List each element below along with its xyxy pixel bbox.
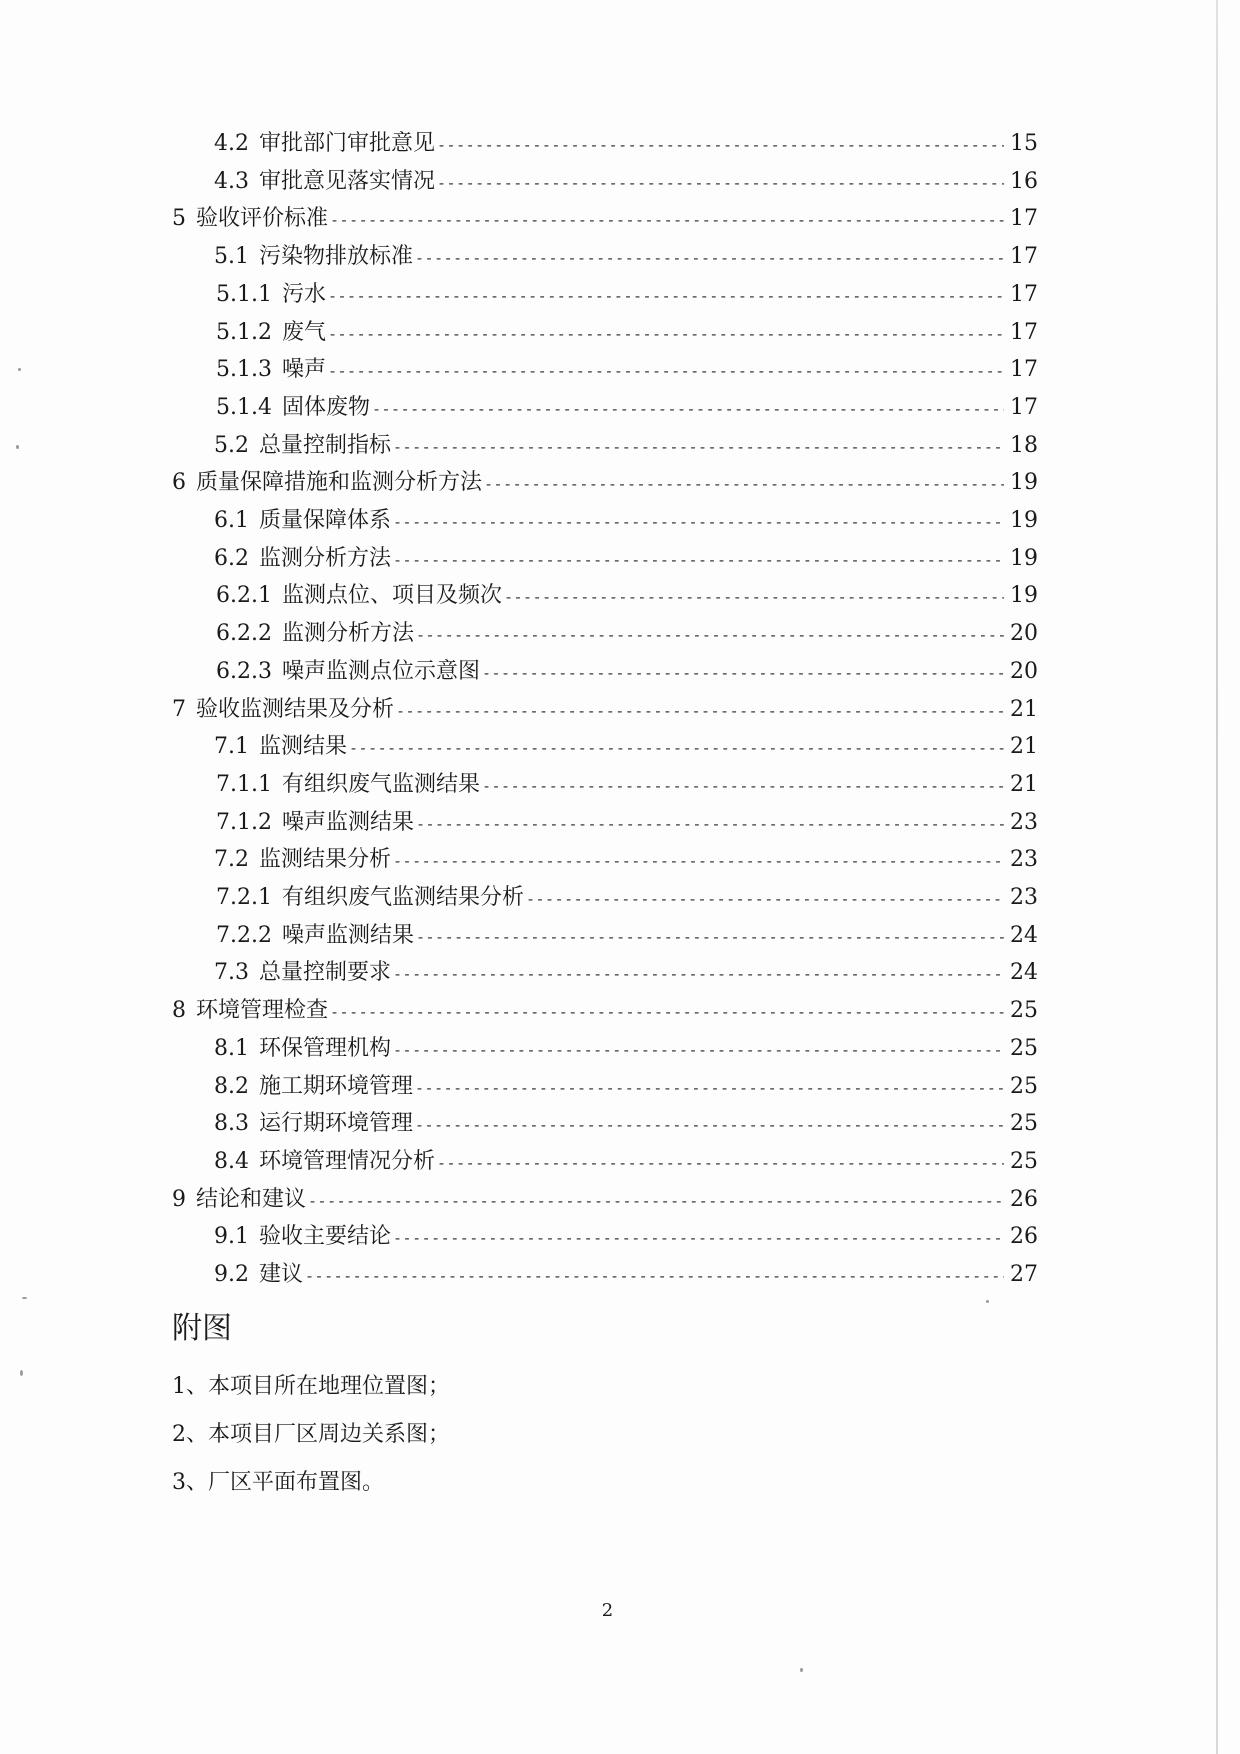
toc-entry-title: 环境管理检查 xyxy=(196,998,329,1023)
toc-entry-title: 验收主要结论 xyxy=(259,1224,392,1249)
toc-entry-page: 18 xyxy=(1010,433,1038,458)
toc-dot-leader xyxy=(416,617,1004,652)
toc-entry-title: 有组织废气监测结果分析 xyxy=(281,885,524,910)
toc-entry xyxy=(214,542,1038,576)
toc-entry xyxy=(172,693,1038,727)
page-number: 2 xyxy=(601,1600,614,1621)
toc-entry-page: 20 xyxy=(1010,659,1038,684)
toc-entry xyxy=(214,1220,1038,1254)
toc-entry-number: 6.2.1 xyxy=(216,583,272,608)
toc-entry xyxy=(216,391,1038,425)
toc-entry-number: 5.1.4 xyxy=(216,395,272,420)
toc-entry xyxy=(172,466,1038,500)
toc-entry-number: 7.1.1 xyxy=(216,772,272,797)
toc-entry-title: 监测结果 xyxy=(259,734,348,759)
toc-entry-title: 有组织废气监测结果 xyxy=(281,772,480,797)
toc-entry xyxy=(216,919,1038,953)
toc-dot-leader xyxy=(504,579,1004,614)
toc-entry-page: 25 xyxy=(1010,998,1038,1023)
toc-entry-number: 4.2 xyxy=(214,131,249,156)
toc-entry-number: 8.4 xyxy=(214,1149,249,1174)
toc-dot-leader xyxy=(482,768,1004,803)
toc-entry-title: 噪声监测点位示意图 xyxy=(281,659,480,684)
toc-dot-leader xyxy=(437,165,1004,200)
toc-entry-title: 监测分析方法 xyxy=(259,546,392,571)
toc-dot-leader xyxy=(396,693,1004,728)
toc-entry-page: 19 xyxy=(1010,470,1038,495)
toc-dot-leader xyxy=(482,655,1004,690)
toc-entry xyxy=(214,429,1038,463)
annex-item: 1、本项目所在地理位置图； xyxy=(172,1374,450,1399)
toc-entry-title: 质量保障体系 xyxy=(259,508,392,533)
toc-entry-number: 8 xyxy=(172,998,186,1023)
toc-entry-page: 17 xyxy=(1010,244,1038,269)
toc-entry-number: 4.3 xyxy=(214,169,249,194)
toc-entry-number: 7.2.2 xyxy=(216,923,272,948)
toc-entry-page: 16 xyxy=(1010,169,1038,194)
annex-heading: 附图 xyxy=(172,1311,232,1346)
toc-entry-number: 9.2 xyxy=(214,1262,249,1287)
toc-entry-number: 6.2.2 xyxy=(216,621,272,646)
toc-entry xyxy=(216,806,1038,840)
toc-entry xyxy=(216,655,1038,689)
toc-entry-page: 25 xyxy=(1010,1149,1038,1174)
toc-entry xyxy=(214,1070,1038,1104)
toc-entry-title: 环境管理情况分析 xyxy=(259,1149,436,1174)
toc-dot-leader xyxy=(393,1220,1004,1255)
toc-entry-page: 17 xyxy=(1010,357,1038,382)
toc-entry-page: 19 xyxy=(1010,546,1038,571)
annex-item: 3、厂区平面布置图。 xyxy=(172,1470,384,1495)
toc-entry-number: 5 xyxy=(172,206,186,231)
toc-entry xyxy=(214,843,1038,877)
toc-dot-leader xyxy=(393,1032,1004,1067)
toc-entry-page: 21 xyxy=(1010,772,1038,797)
toc-entry-page: 26 xyxy=(1010,1187,1038,1212)
toc-dot-leader xyxy=(308,1183,1004,1218)
toc-entry-title: 施工期环境管理 xyxy=(259,1074,414,1099)
toc-entry-number: 9.1 xyxy=(214,1224,249,1249)
toc-entry xyxy=(216,353,1038,387)
toc-entry xyxy=(214,240,1038,274)
toc-entry xyxy=(214,165,1038,199)
toc-entry-title: 总量控制要求 xyxy=(259,960,392,985)
toc-entry-number: 5.1.2 xyxy=(216,320,272,345)
toc-entry xyxy=(214,730,1038,764)
toc-entry-title: 监测点位、项目及频次 xyxy=(281,583,502,608)
toc-dot-leader xyxy=(416,806,1004,841)
toc-dot-leader xyxy=(437,127,1004,162)
toc-dot-leader xyxy=(330,202,1004,237)
toc-entry-number: 7 xyxy=(172,697,186,722)
toc-entry-page: 20 xyxy=(1010,621,1038,646)
toc-entry xyxy=(216,617,1038,651)
toc-entry-page: 17 xyxy=(1010,395,1038,420)
toc-dot-leader xyxy=(415,1107,1004,1142)
toc-entry-page: 24 xyxy=(1010,923,1038,948)
toc-entry-number: 9 xyxy=(172,1187,186,1212)
toc-entry-page: 24 xyxy=(1010,960,1038,985)
toc-entry-page: 19 xyxy=(1010,583,1038,608)
toc-entry-page: 25 xyxy=(1010,1111,1038,1136)
toc-entry-number: 8.2 xyxy=(214,1074,249,1099)
toc-entry xyxy=(214,504,1038,538)
toc-entry xyxy=(216,579,1038,613)
toc-entry-number: 7.2 xyxy=(214,847,249,872)
toc-entry-number: 6.1 xyxy=(214,508,249,533)
toc-entry xyxy=(216,881,1038,915)
toc-dot-leader xyxy=(393,956,1004,991)
toc-entry-title: 审批意见落实情况 xyxy=(259,169,436,194)
toc-dot-leader xyxy=(328,278,1004,313)
scan-speck xyxy=(986,1300,989,1303)
toc-dot-leader xyxy=(372,391,1004,426)
toc-entry-title: 监测结果分析 xyxy=(259,847,392,872)
toc-entry-title: 监测分析方法 xyxy=(281,621,414,646)
toc-dot-leader xyxy=(349,730,1004,765)
toc-entry-title: 噪声 xyxy=(281,357,326,382)
toc-entry-title: 运行期环境管理 xyxy=(259,1111,414,1136)
toc-entry xyxy=(172,202,1038,236)
toc-entry-page: 17 xyxy=(1010,320,1038,345)
toc-entry-page: 27 xyxy=(1010,1262,1038,1287)
toc-entry xyxy=(214,1258,1038,1292)
toc-entry-title: 废气 xyxy=(281,320,326,345)
toc-entry-page: 21 xyxy=(1010,734,1038,759)
toc-entry-title: 质量保障措施和监测分析方法 xyxy=(196,470,483,495)
toc-dot-leader xyxy=(415,240,1004,275)
toc-dot-leader xyxy=(393,542,1004,577)
toc-entry-title: 结论和建议 xyxy=(196,1187,307,1212)
toc-entry xyxy=(172,994,1038,1028)
annex-item: 2、本项目厂区周边关系图； xyxy=(172,1422,450,1447)
toc-entry-page: 23 xyxy=(1010,847,1038,872)
toc-entry-page: 17 xyxy=(1010,282,1038,307)
toc-entry xyxy=(214,1145,1038,1179)
toc-entry-number: 5.1.1 xyxy=(216,282,272,307)
toc-entry-number: 5.1.3 xyxy=(216,357,272,382)
toc-entry-number: 7.2.1 xyxy=(216,885,272,910)
toc-entry-title: 审批部门审批意见 xyxy=(259,131,436,156)
toc-entry-page: 23 xyxy=(1010,885,1038,910)
toc-entry-number: 6 xyxy=(172,470,186,495)
toc-entry-title: 噪声监测结果 xyxy=(281,810,414,835)
scan-edge-shadow xyxy=(1216,0,1218,1754)
toc-entry xyxy=(214,956,1038,990)
toc-entry xyxy=(216,316,1038,350)
toc-entry xyxy=(214,1032,1038,1066)
toc-entry-number: 8.3 xyxy=(214,1111,249,1136)
toc-entry-title: 验收评价标准 xyxy=(196,206,329,231)
toc-entry-page: 25 xyxy=(1010,1074,1038,1099)
toc-entry xyxy=(214,127,1038,161)
toc-entry xyxy=(216,278,1038,312)
toc-entry-number: 6.2 xyxy=(214,546,249,571)
toc-entry-page: 17 xyxy=(1010,206,1038,231)
toc-dot-leader xyxy=(328,353,1004,388)
scan-speck xyxy=(20,1370,23,1376)
toc-entry-page: 25 xyxy=(1010,1036,1038,1061)
toc-entry-title: 污染物排放标准 xyxy=(259,244,414,269)
scan-speck xyxy=(22,1297,27,1299)
toc-entry-title: 环保管理机构 xyxy=(259,1036,392,1061)
scan-speck xyxy=(16,445,19,449)
toc-dot-leader xyxy=(305,1258,1004,1293)
toc-dot-leader xyxy=(393,843,1004,878)
toc-dot-leader xyxy=(416,919,1004,954)
toc-entry-title: 固体废物 xyxy=(281,395,370,420)
toc-entry-page: 21 xyxy=(1010,697,1038,722)
toc-entry-number: 7.1 xyxy=(214,734,249,759)
toc-entry-title: 建议 xyxy=(259,1262,304,1287)
toc-dot-leader xyxy=(415,1070,1004,1105)
toc-entry-number: 5.2 xyxy=(214,433,249,458)
toc-entry-title: 噪声监测结果 xyxy=(281,923,414,948)
toc-entry-number: 6.2.3 xyxy=(216,659,272,684)
toc-dot-leader xyxy=(330,994,1004,1029)
toc-entry-title: 总量控制指标 xyxy=(259,433,392,458)
toc-entry-page: 15 xyxy=(1010,131,1038,156)
toc-entry-page: 23 xyxy=(1010,810,1038,835)
toc-dot-leader xyxy=(437,1145,1004,1180)
toc-dot-leader xyxy=(328,316,1004,351)
toc-entry-page: 19 xyxy=(1010,508,1038,533)
toc-dot-leader xyxy=(526,881,1004,916)
toc-entry xyxy=(214,1107,1038,1141)
toc-entry-page: 26 xyxy=(1010,1224,1038,1249)
toc-entry-number: 5.1 xyxy=(214,244,249,269)
toc-entry-number: 8.1 xyxy=(214,1036,249,1061)
scan-speck xyxy=(18,368,21,371)
toc-entry xyxy=(172,1183,1038,1217)
toc-dot-leader xyxy=(484,466,1004,501)
scan-speck xyxy=(800,1668,803,1672)
toc-entry-title: 污水 xyxy=(281,282,326,307)
toc-dot-leader xyxy=(393,429,1004,464)
toc-dot-leader xyxy=(393,504,1004,539)
toc-entry xyxy=(216,768,1038,802)
toc-entry-number: 7.1.2 xyxy=(216,810,272,835)
toc-entry-number: 7.3 xyxy=(214,960,249,985)
toc-entry-title: 验收监测结果及分析 xyxy=(196,697,395,722)
